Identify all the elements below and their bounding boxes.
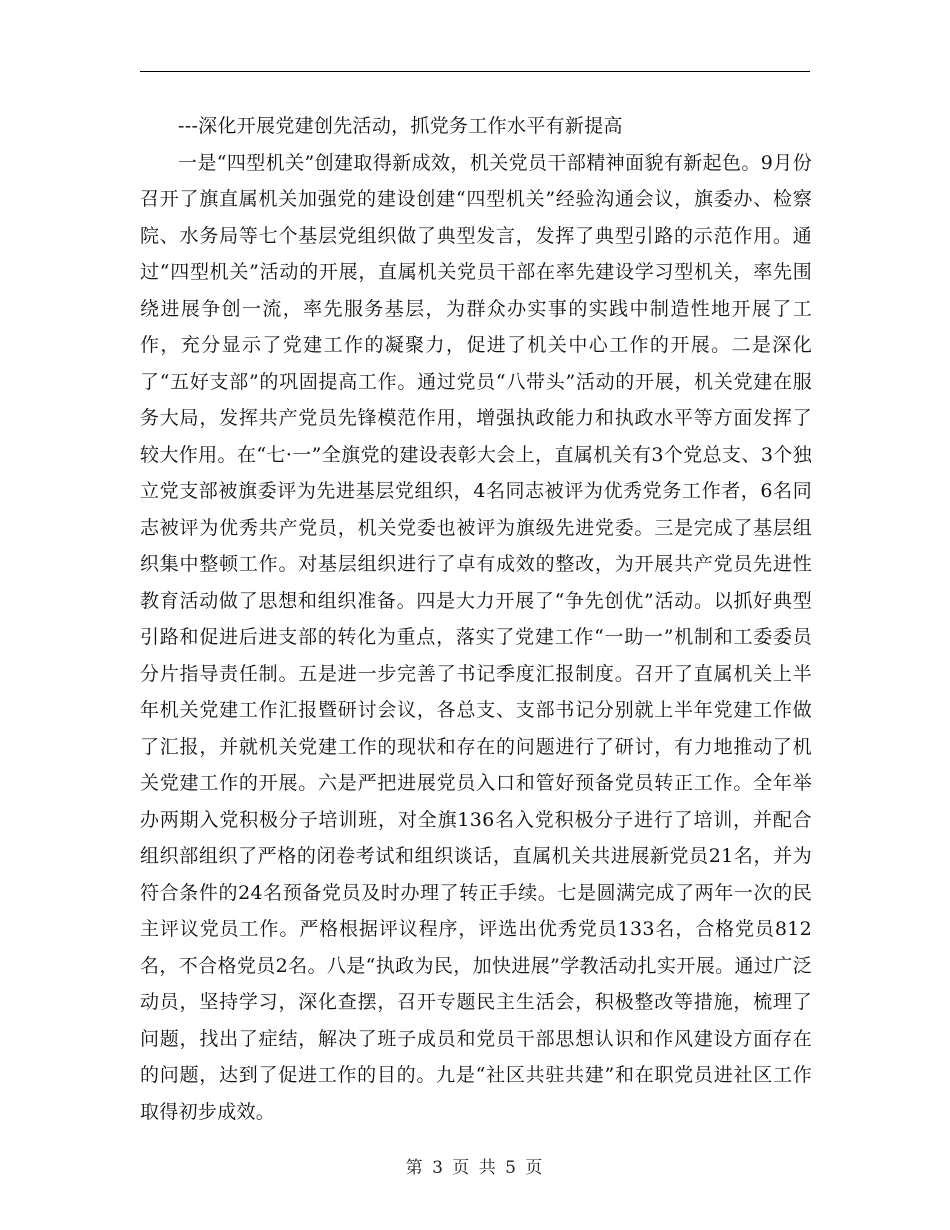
header-rule (140, 71, 810, 72)
page-number-footer: 第 3 页 共 5 页 (405, 1158, 545, 1178)
body-paragraph: 一是“四型机关”创建取得新成效，机关党员干部精神面貌有新起色。9月份召开了旗直属机关加强党的建设创建“四型机关”经验沟通会议，旗委办、检察院、水务局等七个基层党组织做了典型发言，发挥了典型引路的示范作用。通过“四型机关”活动的开展，直属机关党员干部在率先建设学习型机关，率先围绕进展争创一流，率先服务基层，为群众办实事的实践中制造性地开展了工作，充分显示了党建工作的凝聚力，促进了机关中心工作的开展。二是深化了“五好支部”的巩固提高工作。通过党员“八带头”活动的开展，机关党建在服务大局，发挥共产党员先锋模范作用，增强执政能力和执政水平等方面发挥了较大作用。在“七·一”全旗党的建设表彰大会上，直属机关有3个党总支、3个独立党支部被旗委评为先进基层党组织，4名同志被评为优秀党务工作者，6名同志被评为优秀共产党员，机关党委也被评为旗级先进党委。三是完成了基层组织集中整顿工作。对基层组织进行了卓有成效的整改，为开展共产党员先进性教育活动做了思想和组织准备。四是大力开展了“争先创优”活动。以抓好典型引路和促进后进支部的转化为重点，落实了党建工作“一助一”机制和工委委员分片指导责任制。五是进一步完善了书记季度汇报制度。召开了直属机关上半年机关党建工作汇报暨研讨会议，各总支、支部书记分别就上半年党建工作做了汇报，并就机关党建工作的现状和存在的问题进行了研讨，有力地推动了机关党建工作的开展。六是严把进展党员入口和管好预备党员转正工作。全年举办两期入党积极分子培训班，对全旗136名入党积极分子进行了培训，并配合组织部组织了严格的闭卷考试和组织谈话，直属机关共进展新党员21名，并为符合条件的24名预备党员及时办理了转正手续。七是圆满完成了两年一次的民主评议党员工作。严格根据评议程序，评选出优秀党员133名，合格党员812名，不合格党员2名。八是“执政为民，加快进展”学教活动扎实开展。通过广泛动员，坚持学习，深化查摆，召开专题民主生活会，积极整改等措施，梳理了问题，找出了症结，解决了班子成员和党员干部思想认识和作风建设方面存在的问题，达到了促进工作的目的。九是“社区共驻共建”和在职党员进社区工作取得初步成效。 (140, 151, 812, 1123)
section-subheading: ---深化开展党建创先活动，抓党务工作水平有新提高 (178, 115, 623, 137)
document-body (140, 108, 812, 1130)
